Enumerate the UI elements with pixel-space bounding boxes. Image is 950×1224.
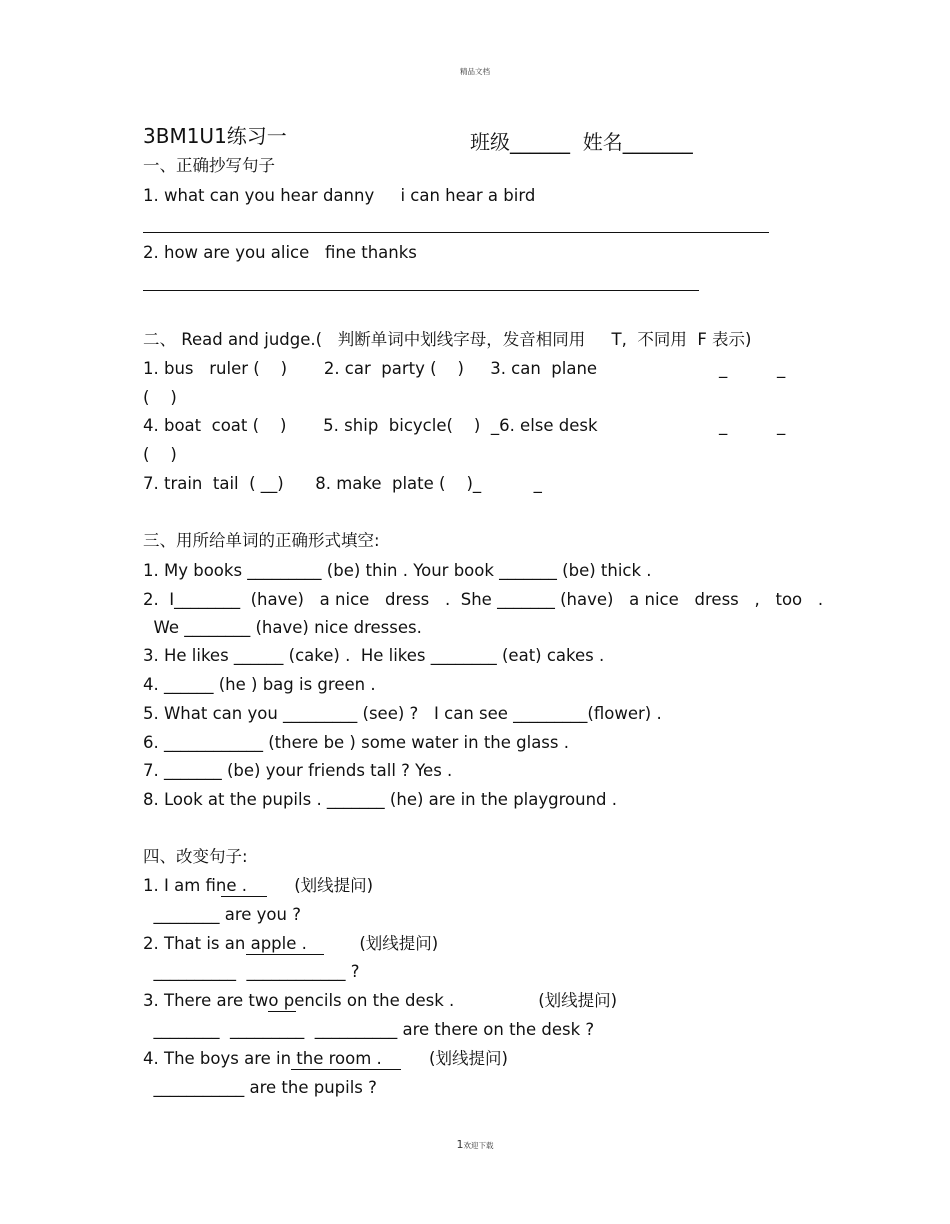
- underline-2: [246, 954, 324, 955]
- section2-row-2-bracket: ( ): [143, 445, 177, 464]
- answer-line-2: [143, 290, 699, 291]
- underline-3: [268, 1011, 296, 1012]
- section1-heading: 一、正确抄写句子: [143, 156, 275, 175]
- section4-question-3: 3. There are two pencils on the desk . (划线提问): [143, 991, 618, 1010]
- section1-question-1: 1. what can you hear danny i can hear a bird: [143, 186, 536, 205]
- section2-row-1-mark-b: _: [777, 359, 786, 378]
- section3-item-6: 6. ____________ (there be ) some water in the glass .: [143, 733, 569, 752]
- section2-heading: 二、 Read and judge.( 判断单词中划线字母，发音相同用 T, 不同用 F 表示): [143, 330, 752, 349]
- section3-item-2-cont: We ________ (have) nice dresses.: [143, 618, 422, 637]
- section2-row-2-mark-a: _: [719, 416, 728, 435]
- section3-item-4: 4. ______ (he ) bag is green .: [143, 675, 376, 694]
- section2-row-2-mark-b: _: [777, 416, 786, 435]
- header-note: 精品文档: [460, 67, 490, 76]
- answer-line-1: [143, 232, 769, 233]
- section4-question-4: 4. The boys are in the room . (划线提问): [143, 1049, 508, 1068]
- section1-question-2: 2. how are you alice fine thanks: [143, 243, 417, 262]
- section3-item-7: 7. _______ (be) your friends tall ? Yes .: [143, 761, 453, 780]
- section4-question-1: 1. I am fine . (划线提问): [143, 876, 374, 895]
- underline-1: [221, 896, 267, 897]
- worksheet-title: 3BM1U1练习一: [143, 124, 287, 148]
- section2-row-1: 1. bus ruler ( ) 2. car party ( ) 3. can plane: [143, 359, 598, 378]
- section2-row-3: 7. train tail ( __) 8. make plate ( )_ _: [143, 474, 542, 493]
- section4-question-2: 2. That is an apple . (划线提问): [143, 934, 439, 953]
- section3-heading: 三、用所给单词的正确形式填空:: [143, 531, 380, 550]
- page-number: 1: [456, 1138, 464, 1151]
- footer-note: 欢迎下载: [463, 1141, 494, 1150]
- section3-item-2: 2. I________ (have) a nice dress . She _______ (have) a nice dress , too .: [143, 590, 824, 609]
- section2-row-1-bracket: ( ): [143, 388, 177, 407]
- section3-item-8: 8. Look at the pupils . _______ (he) are in the playground .: [143, 790, 617, 809]
- section2-row-1-mark-a: _: [719, 359, 728, 378]
- section3-item-1: 1. My books _________ (be) thin . Your book _______ (be) thick .: [143, 561, 652, 580]
- section4-answer-2: __________ ____________ ?: [143, 962, 360, 981]
- section3-item-3: 3. He likes ______ (cake) . He likes ________ (eat) cakes .: [143, 646, 605, 665]
- section4-answer-1: ________ are you ?: [143, 905, 301, 924]
- footer: [0, 1138, 950, 1151]
- class-name-fields: 班级______ 姓名_______: [470, 130, 693, 154]
- section4-heading: 四、改变句子:: [143, 847, 248, 866]
- section4-answer-4: ___________ are the pupils ?: [143, 1078, 377, 1097]
- section3-item-5: 5. What can you _________ (see) ? I can see _________(flower) .: [143, 704, 662, 723]
- section4-answer-3: ________ _________ __________ are there on the desk ?: [143, 1020, 595, 1039]
- section2-row-2: 4. boat coat ( ) 5. ship bicycle( ) _6. else desk: [143, 416, 598, 435]
- underline-4: [291, 1069, 401, 1070]
